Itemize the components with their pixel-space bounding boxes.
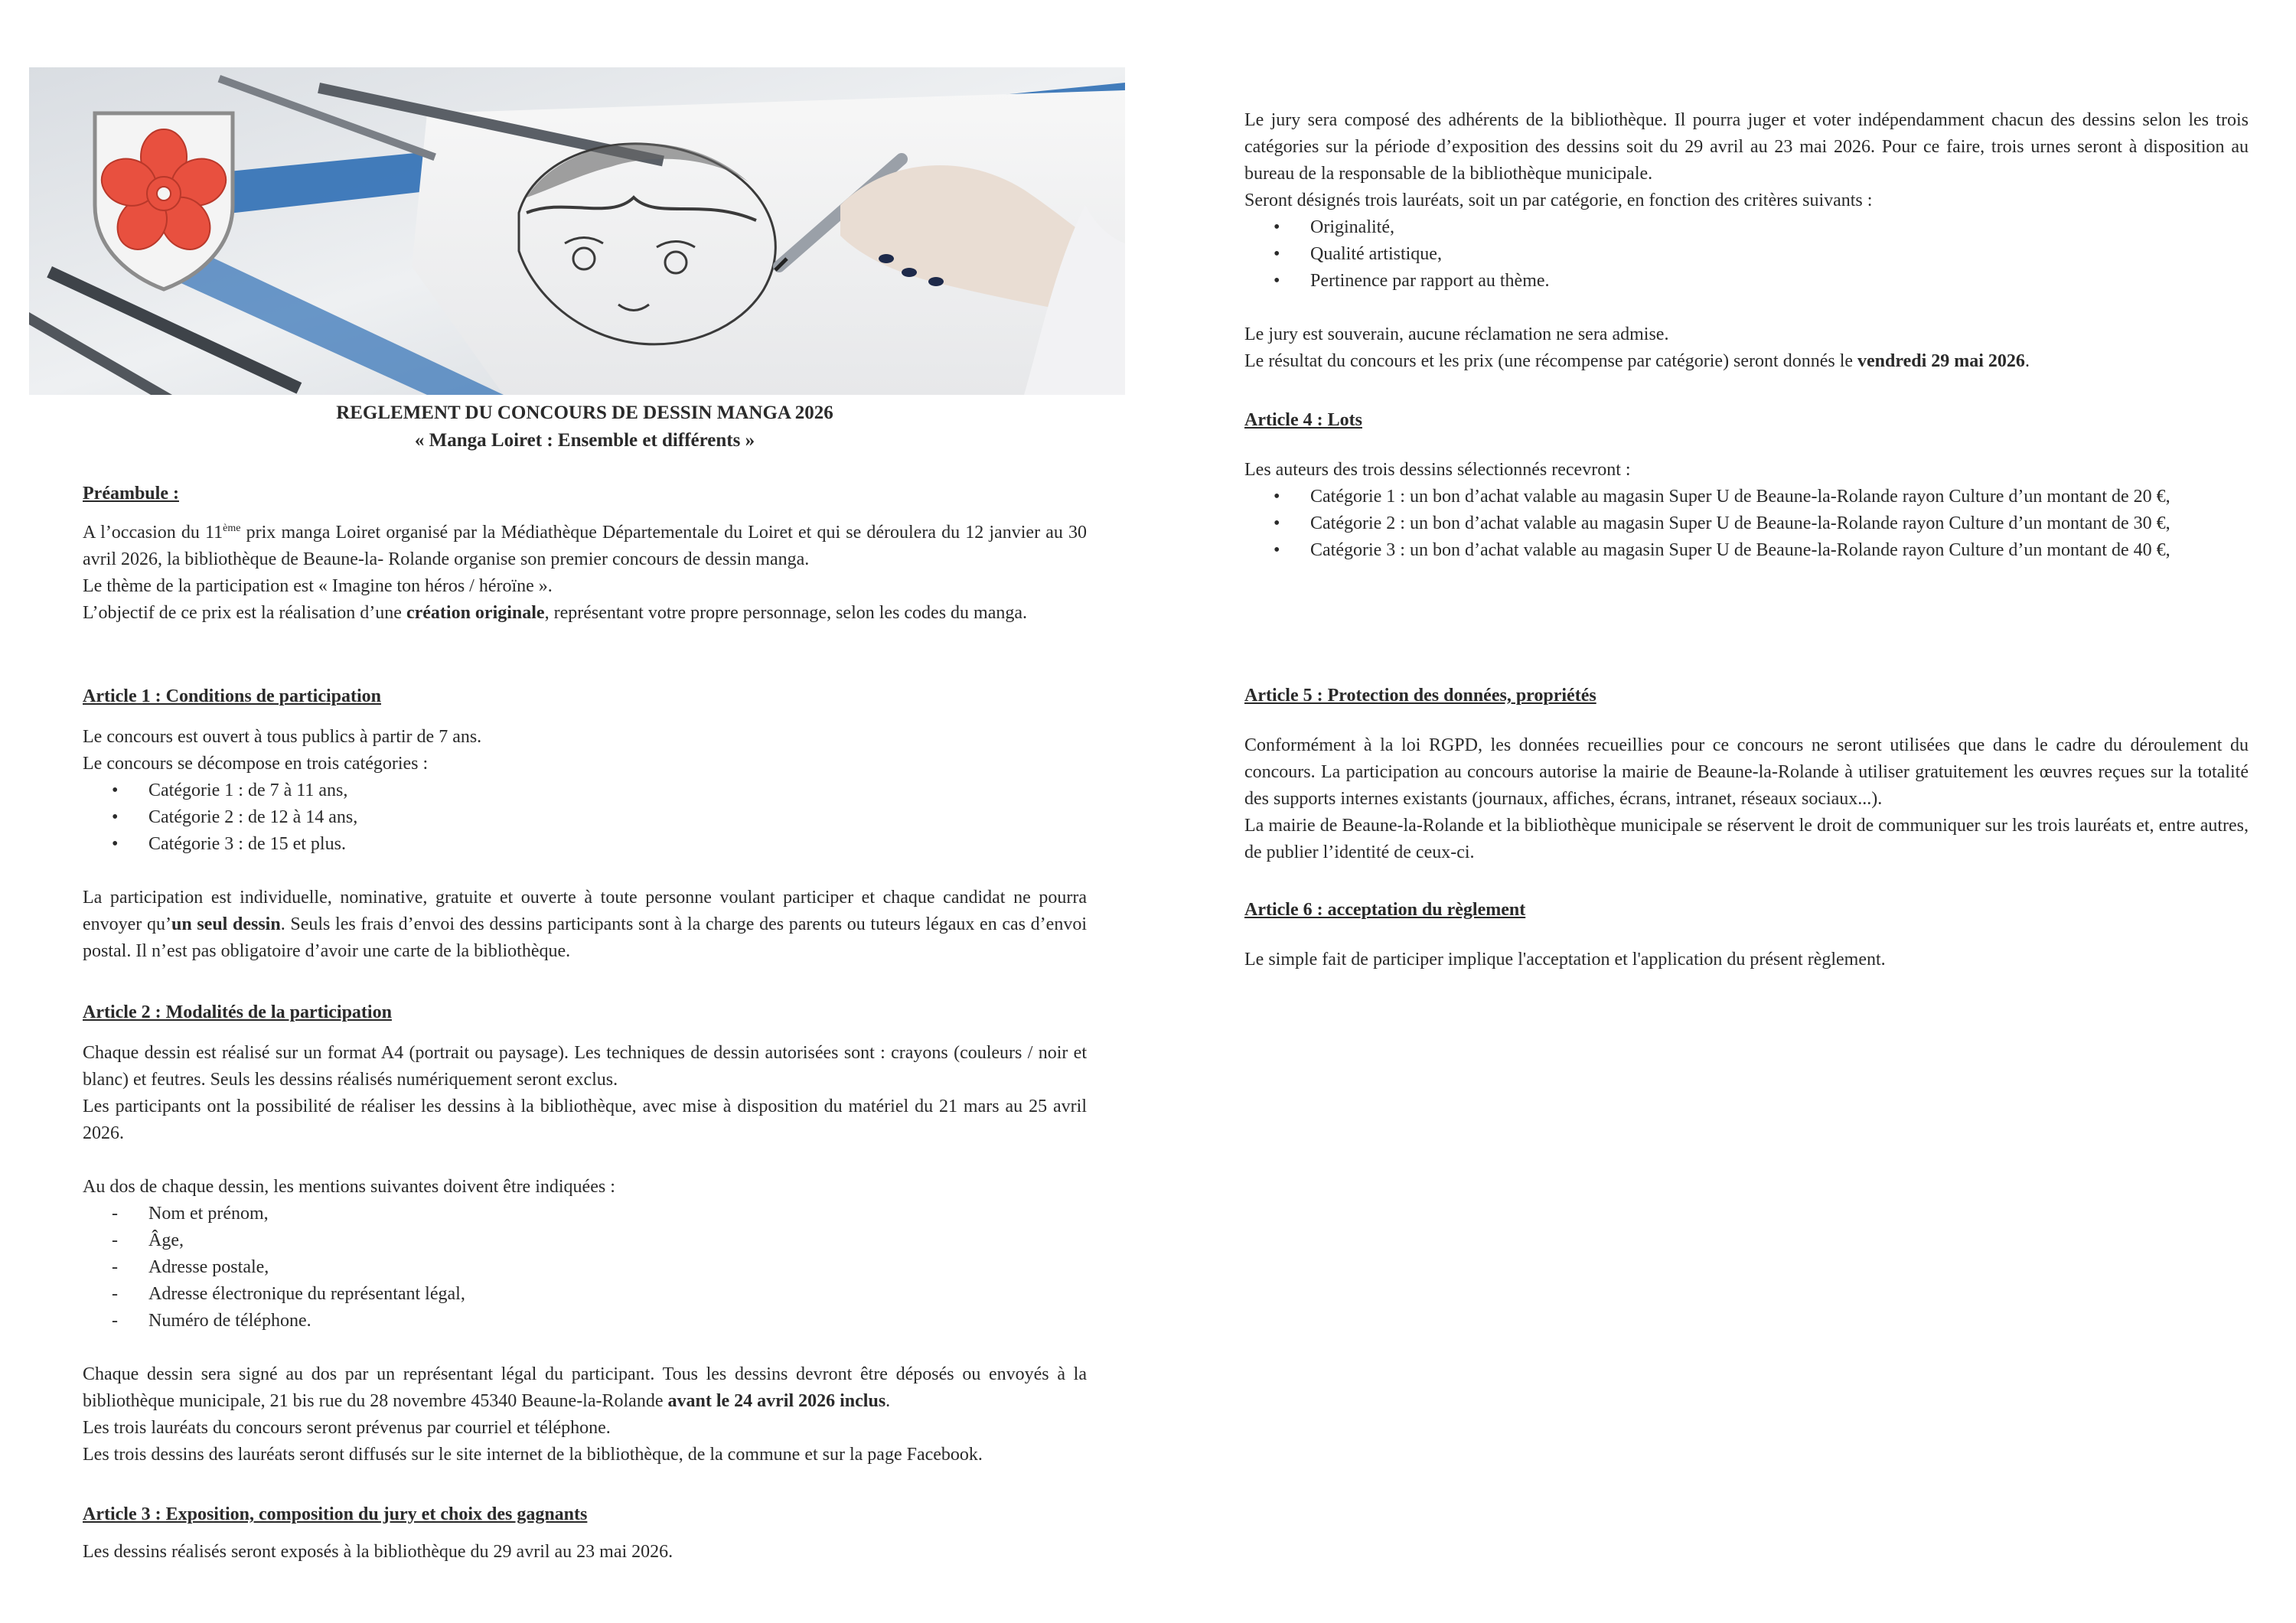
article3-paragraph-5: Le résultat du concours et les prix (une récompense par catégorie) seront donnés le vendredi 29 mai 2026. [1244, 351, 2030, 371]
list-item: - Adresse postale, [83, 1254, 1087, 1281]
lots-list [1244, 484, 2249, 564]
list-item: - Numéro de téléphone. [83, 1308, 1087, 1335]
article3-paragraph-1: Les dessins réalisés seront exposés à la bibliothèque du 29 avril au 23 mai 2026. [83, 1542, 673, 1562]
article1-paragraph-3: La participation est individuelle, nominative, gratuite et ouverte à toute personne voulant participer et chaque candidat ne pourra envoyer qu’un seul dessin. Seuls les frais d’envoi des dessins participants sont à la charge des parents ou tuteurs légaux en cas d’envoi postal. Il n’est pas obligatoire d’avoir une carte de la bibliothèque. [83, 888, 1087, 961]
list-item: • Catégorie 3 : un bon d’achat valable au magasin Super U de Beaune-la-Rolande rayon Culture d’un montant de 40 €, [1244, 537, 2249, 564]
article2-paragraph-5: Les trois lauréats du concours seront prévenus par courriel et téléphone. [83, 1418, 611, 1438]
article1-section [83, 683, 1087, 965]
article2-heading: Article 2 : Modalités de la participation [83, 1002, 392, 1022]
article3-paragraph-2: Le jury sera composé des adhérents de la bibliothèque. Il pourra juger et voter indépendamment chacun des dessins selon les trois catégories sur la période d’exposition des dessins soit du 29 avril au 23 mai 2026. Pour ce faire, trois urnes seront à disposition au bureau de la responsable de la bibliothèque municipale. [1244, 110, 2249, 184]
article5-section [1244, 683, 2249, 866]
preamble-heading: Préambule : [83, 484, 179, 504]
list-item: • Catégorie 3 : de 15 et plus. [83, 831, 1087, 858]
article5-heading: Article 5 : Protection des données, propriétés [1244, 686, 1596, 706]
preamble-paragraph-1: A l’occasion du 11ème prix manga Loiret organisé par la Médiathèque Départementale du Loiret et qui se déroulera du 12 janvier au 30 avril 2026, la bibliothèque de Beaune-la- Rolande organise son premier concours de dessin manga. [83, 523, 1087, 569]
article1-heading: Article 1 : Conditions de participation [83, 686, 381, 706]
list-item: - Nom et prénom, [83, 1201, 1087, 1227]
document-title [83, 399, 1087, 455]
list-item: • Catégorie 2 : de 12 à 14 ans, [83, 804, 1087, 831]
mentions-list [83, 1201, 1087, 1335]
article2-paragraph-2: Les participants ont la possibilité de réaliser les dessins à la bibliothèque, avec mise à disposition du matériel du 21 mars au 25 avril 2026. [83, 1097, 1087, 1143]
list-item: - Adresse électronique du représentant légal, [83, 1281, 1087, 1308]
article4-heading: Article 4 : Lots [1244, 410, 1362, 430]
header-banner [29, 67, 1125, 395]
preamble-section [83, 481, 1087, 627]
article2-paragraph-3: Au dos de chaque dessin, les mentions suivantes doivent être indiquées : [83, 1177, 615, 1197]
article3-heading: Article 3 : Exposition, composition du jury et choix des gagnants [83, 1504, 588, 1524]
title-line2: « Manga Loiret : Ensemble et différents » [414, 430, 755, 451]
article5-paragraph-1: Conformément à la loi RGPD, les données recueillies pour ce concours ne seront utilisées que dans le cadre du déroulement du concours. La participation au concours autorise la mairie de Beaune-la-Rolande à utiliser gratuitement les œuvres reçues sur la totalité des supports internes existants (journaux, affiches, écrans, intranet, réseaux sociaux...). [1244, 735, 2249, 809]
article2-paragraph-6: Les trois dessins des lauréats seront diffusés sur le site internet de la bibliothèque, de la commune et sur la page Facebook. [83, 1445, 983, 1465]
article3-paragraph-3: Seront désignés trois lauréats, soit un par catégorie, en fonction des critères suivants : [1244, 191, 1873, 210]
list-item: • Catégorie 2 : un bon d’achat valable au magasin Super U de Beaune-la-Rolande rayon Culture d’un montant de 30 €, [1244, 510, 2249, 537]
article4-paragraph-1: Les auteurs des trois dessins sélectionnés recevront : [1244, 460, 1631, 480]
article4-section [1244, 407, 2249, 564]
list-item: - Âge, [83, 1227, 1087, 1254]
categories-list [83, 777, 1087, 858]
article2-paragraph-1: Chaque dessin est réalisé sur un format A4 (portrait ou paysage). Les techniques de dessin autorisées sont : crayons (couleurs / noir et blanc) et feutres. Seuls les dessins réalisés numériquement seront exclus. [83, 1043, 1087, 1090]
article6-section [1244, 897, 2249, 973]
article6-paragraph-1: Le simple fait de participer implique l'acceptation et l'application du présent règlement. [1244, 950, 1886, 970]
article3-section [83, 1501, 1087, 1566]
preamble-paragraph-3: L’objectif de ce prix est la réalisation d’une création originale, représentant votre propre personnage, selon les codes du manga. [83, 603, 1028, 623]
list-item: • Originalité, [1244, 214, 2249, 241]
preamble-paragraph-2: Le thème de la participation est « Imagine ton héros / héroïne ». [83, 576, 553, 596]
article2-section [83, 999, 1087, 1468]
article3-continued [1244, 107, 2249, 375]
list-item: • Catégorie 1 : un bon d’achat valable au magasin Super U de Beaune-la-Rolande rayon Culture d’un montant de 20 €, [1244, 484, 2249, 510]
list-item: • Qualité artistique, [1244, 241, 2249, 268]
coat-of-arms-icon [80, 98, 248, 297]
title-line1: REGLEMENT DU CONCOURS DE DESSIN MANGA 2026 [336, 402, 833, 423]
criteria-list [1244, 214, 2249, 295]
article5-paragraph-2: La mairie de Beaune-la-Rolande et la bibliothèque municipale se réservent le droit de communiquer sur les trois lauréats et, entre autres, de publier l’identité de ceux-ci. [1244, 816, 2249, 862]
article1-paragraph-1: Le concours est ouvert à tous publics à partir de 7 ans. [83, 727, 482, 747]
list-item: • Catégorie 1 : de 7 à 11 ans, [83, 777, 1087, 804]
list-item: • Pertinence par rapport au thème. [1244, 268, 2249, 295]
article1-paragraph-2: Le concours se décompose en trois catégories : [83, 754, 429, 774]
article2-paragraph-4: Chaque dessin sera signé au dos par un représentant légal du participant. Tous les dessins devront être déposés ou envoyés à la bibliothèque municipale, 21 bis rue du 28 novembre 45340 Beaune-la-Rolande avant le 24 avril 2026 inclus. [83, 1364, 1087, 1411]
article3-paragraph-4: Le jury est souverain, aucune réclamation ne sera admise. [1244, 324, 1669, 344]
article6-heading: Article 6 : acceptation du règlement [1244, 900, 1526, 920]
